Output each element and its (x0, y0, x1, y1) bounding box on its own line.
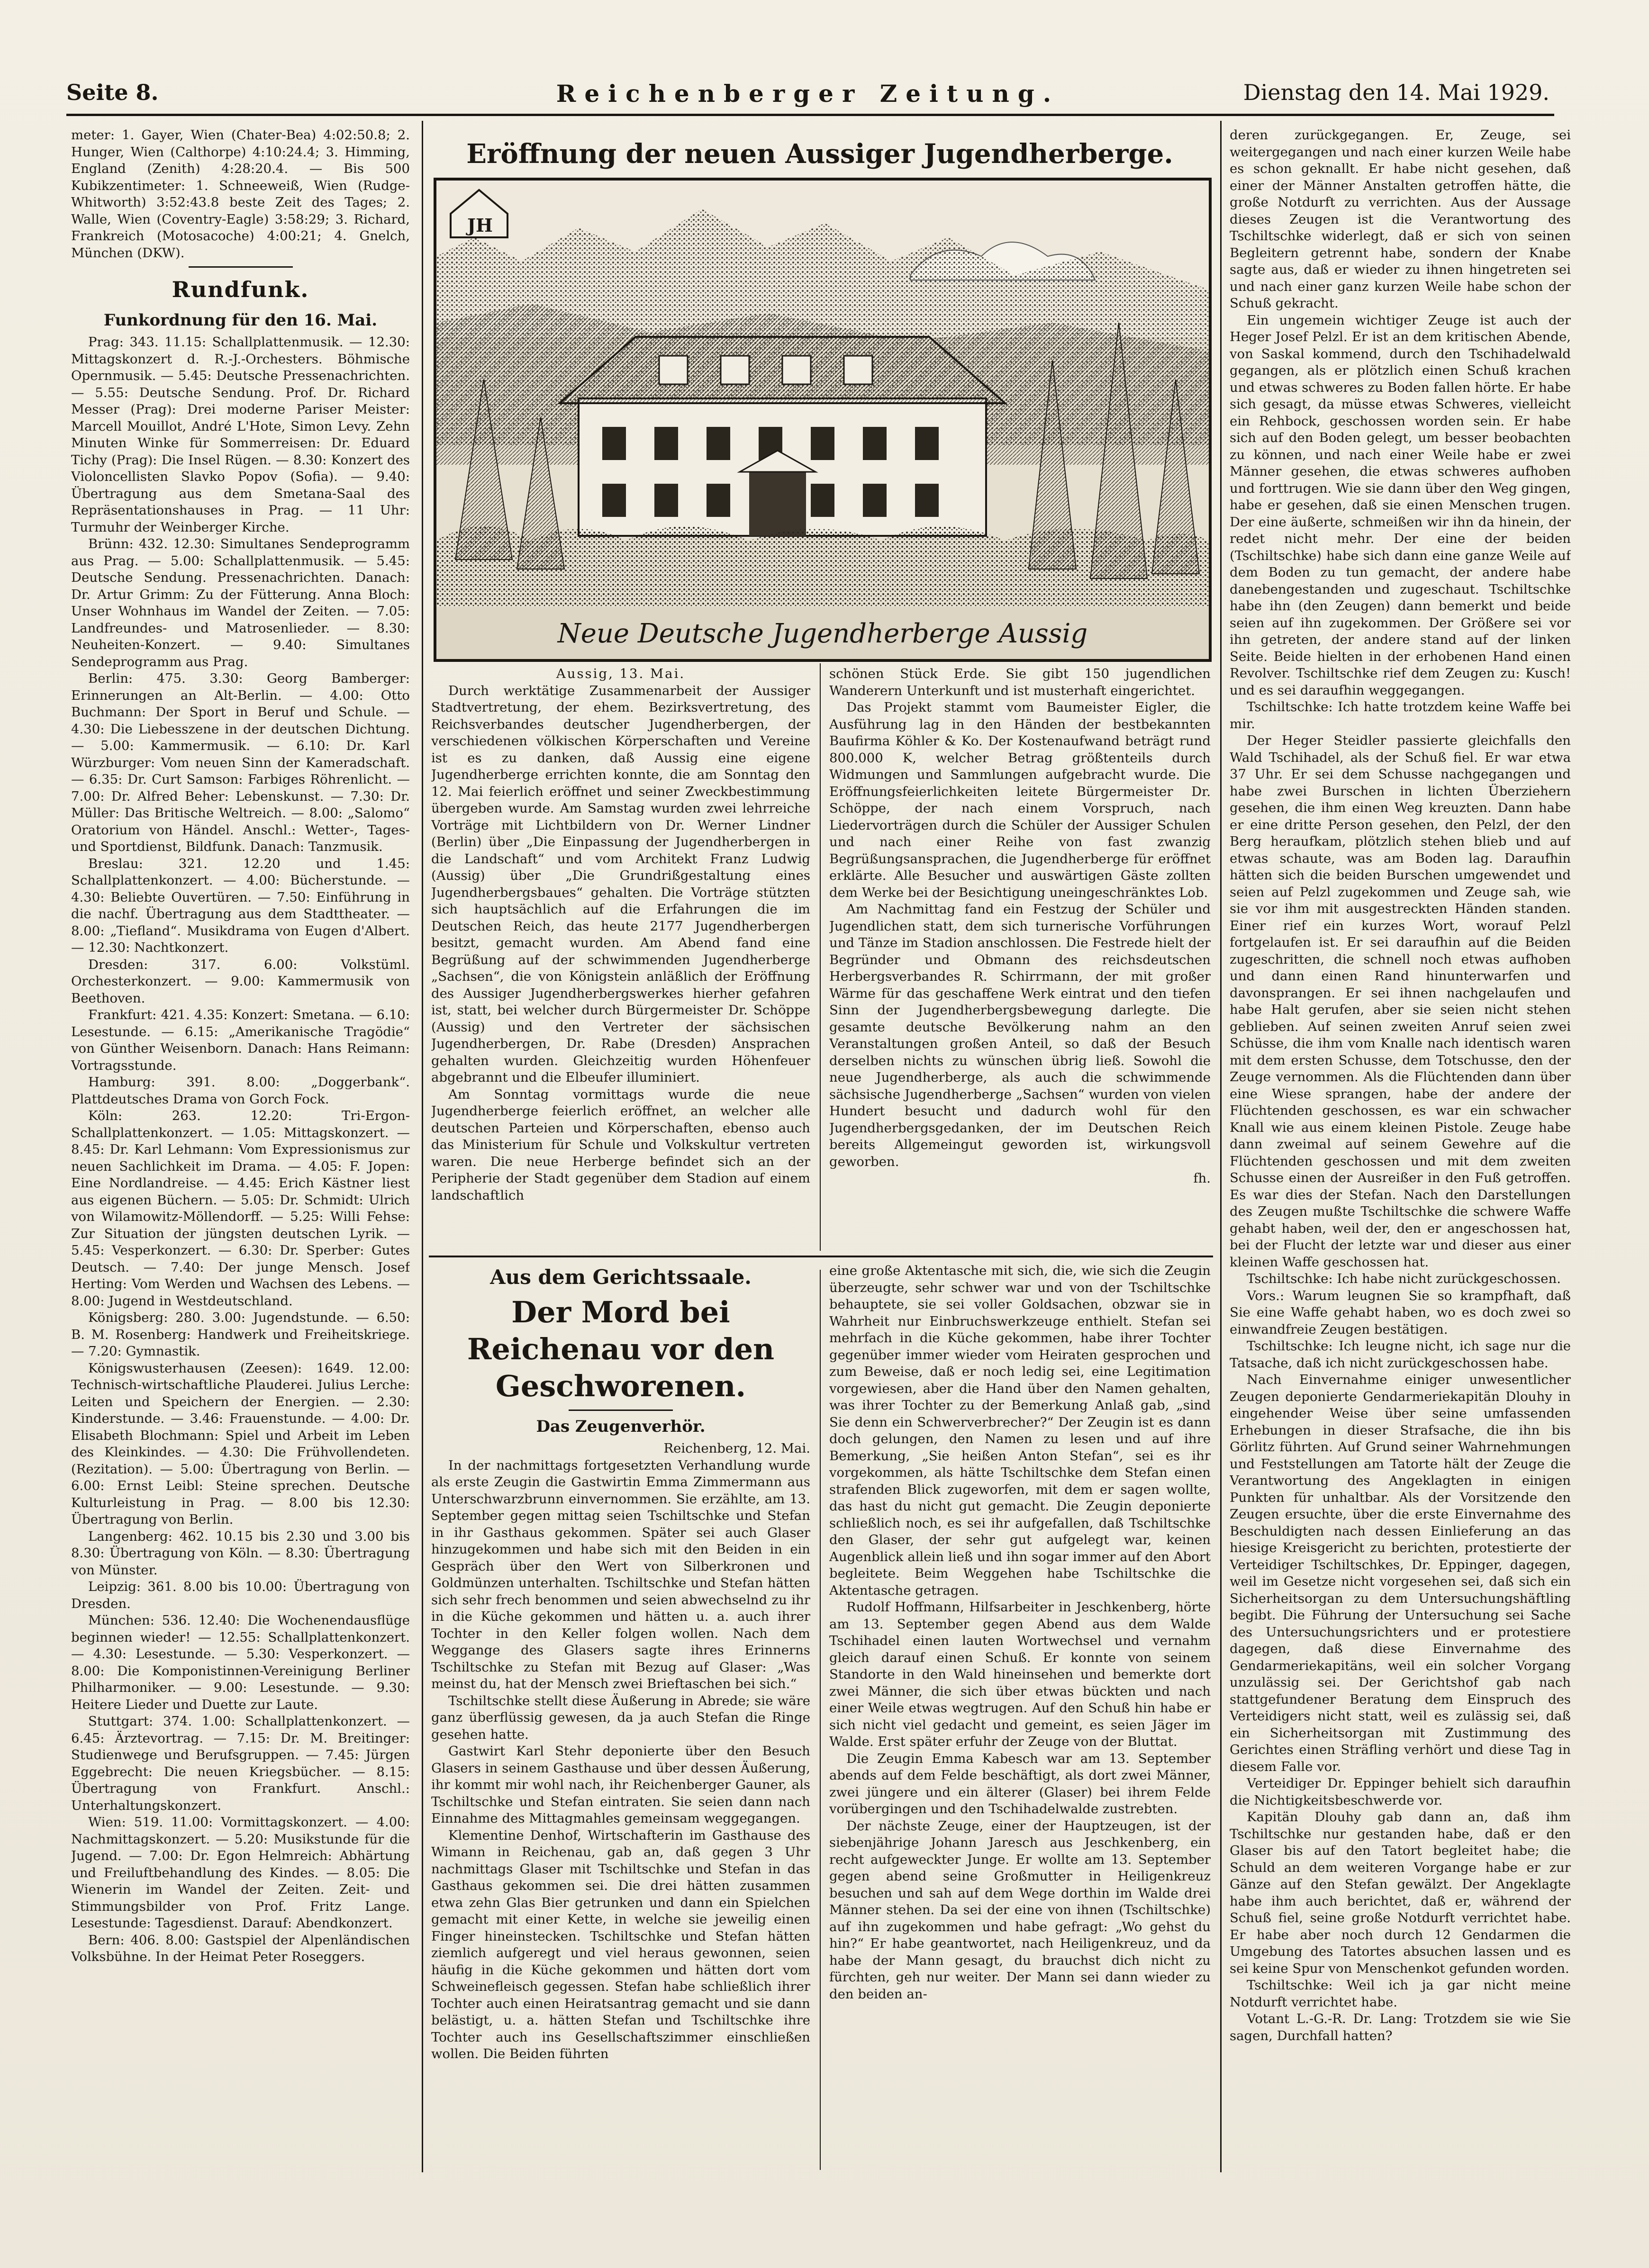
court-paragraph: Ein ungemein wichtiger Zeuge ist auch der Heger Josef Pelzl. Er ist an dem kritischen Abende, von Saskal kommend, durch den Tschihadelwald gegangen, als er plötzlich einen Schuß krachen und etwas schweres zu Boden fallen hörte. Er habe sich gesagt, da müsse etwas Schweres, vielleicht ein Rehbock, geschossen worden sein. Er habe sich auf den Boden gelegt, um besser beobachten zu können, und nach einer Weile habe er zwei Männer gesehen, die etwas schweres aufhoben und forttrugen. Wie sie dann über den Weg gingen, habe er gesehen, daß sie einen Menschen trugen. Der eine äußerte, schmeißen wir ihn da hinein, der redet nicht mehr. Der eine der beiden (Tschiltschke) habe sich dann eine ganze Weile auf dem Boden zu tun gemacht, der andere habe danebengestanden und zugeschaut. Tschiltschke habe ihn (den Zeugen) dann bemerkt und beide seien auf ihn zugekommen. Der Größere sei vor ihn getreten, der andere stand auf der linken Seite. Beide hielten in der erhobenen Hand einen Revolver. Tschiltschke rief dem Zeugen zu: Kusch! und es sei daraufhin weggegangen. (1230, 312, 1571, 698)
column-divider-4 (820, 1270, 821, 2170)
radio-entry: Bern: 406. 8.00: Gastspiel der Alpenländischen Volksbühne. In der Heimat Peter Roseggers. (71, 1932, 410, 1964)
court-subhead: Das Zeugenverhör. (536, 1417, 706, 1436)
court-paragraph: eine große Aktentasche mit sich, die, wie sich die Zeugin überzeugte, sehr schwer war und von der Tschiltschke behauptete, sie sei voller Goldsachen, obzwar sie in Wahrheit nur Einbruchswerkzeuge enthielt. Stefan sei mehrfach in die Küche gekommen, habe ihrer Tochter gegenüber immer wieder vom Heiraten gesprochen und zum Beweise, daß er noch ledig sei, eine Legitimation vorgewiesen, aber die Hand über den Namen gehalten, was ihrer Tochter zu der Bemerkung Anlaß gab, „sind Sie denn ein Schwerverbrecher?“ Der Zeugin ist es dann doch gelungen, den Namen zu lesen und auf ihre Bemerkung, „Sie heißen Anton Stefan“, sei es ihr vorgekommen, als hätte Tschiltschke dem Stefan einen strafenden Blick zugeworfen, mit dem er sagen wollte, das hast du nicht gut gemacht. Die Zeugin deponierte schließlich noch, es sei ihr aufgefallen, daß Tschiltschke den Glaser, der sehr gut aufgelegt war, keinen Augenblick allein ließ und ihn sogar immer auf den Abort begleitete. Beim Weggehen habe Tschiltschke die Aktentasche getragen. (829, 1263, 1211, 1598)
court-paragraph: Tschiltschke: Weil ich ja gar nicht meine Notdurft verrichtet habe. (1230, 1978, 1571, 2010)
hostel-dateline: Aussig, 13. Mai. (556, 666, 686, 681)
radio-entry: Hamburg: 391. 8.00: „Doggerbank“. Plattdeutsches Drama von Gorch Fock. (71, 1075, 410, 1107)
court-paragraph: Tschiltschke: Ich hatte trotzdem keine Waffe bei mir. (1230, 699, 1571, 732)
hostel-col-1 (431, 666, 810, 1248)
radio-entry: Berlin: 475. 3.30: Georg Bamberger: Erinnerungen an Alt-Berlin. — 4.00: Otto Buchmann: Der Sport in Beruf und Schule. — 4.30: Die Liebesszene in der deutschen Dichtung. — 5.00: Kammermusik. — 6.10: Dr. Karl Würzburger: Vom neuen Sinn der Kameradschaft. — 6.35: Dr. Curt Samson: Farbiges Röhrenlicht. — 7.00: Dr. Alfred Beher: Lebenskunst. — 7.30: Dr. Müller: Das Britische Weltreich. — 8.00: „Salomo“ Oratorium von Händel. Anschl.: Wetter-, Tages- und Sportdienst, Bildfunk. Danach: Tanzmusik. (71, 671, 410, 854)
divider (569, 1410, 673, 1411)
issue-date: Dienstag den 14. Mai 1929. (1243, 80, 1549, 105)
radio-entry: Stuttgart: 374. 1.00: Schallplattenkonzert. — 6.45: Ärztevortrag. — 7.15: Dr. M. Breitinger: Studienwege und Berufsgruppen. — 7.45: Jürgen Eggebrecht: Die neuen Kriegsbücher. — 8.15: Übertragung von Frankfurt. Anschl.: Unterhaltungskonzert. (71, 1714, 410, 1813)
section-rule (429, 1256, 1213, 1257)
radio-entry: Wien: 519. 11.00: Vormittagskonzert. — 4.00: Nachmittagskonzert. — 5.20: Musikstunde für die Jugend. — 7.00: Dr. Egon Helmreich: Abhärtung und Freiluftbehandlung des Kindes. — 8.05: Die Wienerin im Wandel der Zeiten. Zeit- und Stimmungsbilder von Prof. Fritz Lange. Lesestunde: Tagesdienst. Darauf: Abendkonzert. (71, 1815, 410, 1931)
sport-results: meter: 1. Gayer, Wien (Chater-Bea) 4:02:50.8; 2. Hunger, Wien (Calthorpe) 4:10:24.4; 3. Himming, England (Zenith) 4:28:20.4. — Bis 500 Kubikzentimeter: 1. Schneeweiß, Wien (Rudge-Whitworth) 3:52:43.8 beste Zeit des Tages; 2. Walle, Wien (Coventry-Eagle) 3:58:29; 3. Richard, Frankreich (Motosacoche) 4:00:21; 4. Gnelch, München (DKW). (71, 127, 410, 261)
hostel-paragraph: Das Projekt stammt vom Baumeister Eigler, die Ausführung lag in den Händen der bestbekannten Baufirma Köhler & Ko. Der Kostenaufwand beträgt rund 800.000 K, welcher Betrag größtenteils durch Widmungen und Sammlungen aufgebracht wurde. Die Eröffnungsfeierlichkeiten leitete Bürgermeister Dr. Schöppe, der nach einem Vorspruch, nach Liedervorträgen durch die Schüler der Aussiger Schulen und nach einer Reihe von fast zwanzig Begrüßungsansprachen, die Jugendherberge für eröffnet erklärte. Alle Besucher und auswärtigen Gäste zollten dem Werke bei der Besichtigung uneingeschränktes Lob. (829, 700, 1211, 900)
court-col-2 (829, 1263, 1211, 2172)
left-column (71, 127, 410, 2164)
court-paragraph: Gastwirt Karl Stehr deponierte über den Besuch Glasers in seinem Gasthause und über dessen Äußerung, ihr kommt mir wohl nach, ihr Reichenberger Gauner, als Tschiltschke und Stefan eintraten. Sie seien dann nach Einnahme des Mittagmahles gemeinsam weggegangen. (431, 1744, 810, 1826)
hostel-paragraph: Am Sonntag vormittags wurde die neue Jugendherberge feierlich eröffnet, an welcher alle deutschen Parteien und Körperschaften, ebenso auch das Ministerium für Schule und Volkskultur vertreten waren. Die neue Herberge befindet sich an der Peripherie der Stadt gegenüber dem Stadion auf einem landschaftlich (431, 1086, 810, 1203)
court-paragraph: Votant L.-G.-R. Dr. Lang: Trotzdem sie wie Sie sagen, Durchfall hatten? (1230, 2011, 1571, 2043)
logo-monogram: JH (467, 215, 493, 236)
radio-entry: Prag: 343. 11.15: Schallplattenmusik. — 12.30: Mittagskonzert d. R.-J.-Orchesters. Böhmische Opernmusik. — 5.45: Deutsche Pressenachrichten. — 5.55: Deutsche Sendung. Prof. Dr. Richard Messer (Prag): Drei moderne Pariser Meister: Marcell Mouillot, André L'Hote, Simon Levy. Zehn Minuten Winke für Sommerreisen: Dr. Eduard Tichy (Prag): Die Insel Rügen. — 8.30: Konzert des Violoncellisten Slavko Popov (Sofia). — 9.40: Übertragung aus dem Smetana-Saal des Repräsentationshauses in Prag. — 11 Uhr: Turmuhr der Weinberger Kirche. (71, 334, 410, 535)
radio-entry: München: 536. 12.40: Die Wochenendausflüge beginnen wieder! — 12.55: Schallplattenkonzert. — 4.30: Lesestunde. — 5.30: Vesperkonzert. — 8.00: Die Komponistinnen-Vereinigung Berliner Philharmoniker. — 9.00: Lesestunde. — 9.30: Heitere Lieder und Duette zur Laute. (71, 1613, 410, 1712)
radio-entry: Langenberg: 462. 10.15 bis 2.30 und 3.00 bis 8.30: Übertragung von Köln. — 8.30: Übertragung von Münster. (71, 1528, 410, 1578)
radio-subtitle: Funkordnung für den 16. Mai. (103, 311, 378, 330)
court-paragraph: Verteidiger Dr. Eppinger behielt sich daraufhin die Nichtigkeitsbeschwerde vor. (1230, 1776, 1571, 1808)
court-paragraph: Klementine Denhof, Wirtschafterin im Gasthause des Wimann in Reichenau, gab an, daß gegen 3 Uhr nachmittags Glaser mit Tschiltschke und Stefan in das Gasthaus gekommen sei. Die drei hätten zusammen etwa zehn Glas Bier getrunken und dann ein Spielchen gemacht mit einer Kette, in welche sie jeweilig einen Finger hineinstecken. Tschiltschke und Stefan hätten ziemlich aufgeregt und viel heraus gewonnen, seien häufig in die Küche gekommen und hätten dort vom Schweinefleisch gegessen. Stefan habe schließlich ihrer Tochter auch einen Heiratsantrag gemacht und sie dann belästigt, u. a. hätten Stefan und Tschiltschke ihre Tochter auch ins Gesellschaftszimmer einschließen wollen. Die Beiden führten (431, 1827, 810, 2061)
radio-entry: Breslau: 321. 12.20 und 1.45: Schallplattenkonzert. — 4.00: Bücherstunde. — 4.30: Beliebte Ouvertüren. — 7.50: Einführung in die nachf. Übertragung aus dem Stadttheater. — 8.00: „Tiefland“. Musikdrama von Eugen d'Albert. — 12.30: Nachtkonzert. (71, 856, 410, 955)
page-number: Seite 8. (66, 80, 159, 105)
court-paragraph: Nach Einvernahme einiger unwesentlicher Zeugen deponierte Gendarmeriekapitän Dlouhy in eingehender Weise über seine umfassenden Erhebungen in dieser Strafsache, die ihn bis Görlitz führten. Auf Grund seiner Wahrnehmungen und Feststellungen am Tatorte hält der Zeuge die Verantwortung des Angeklagten in einigen Punkten für unhaltbar. Als der Vorsitzende den Zeugen ersuchte, über die erste Einvernahme des Beschuldigten nach dessen Einlieferung an das hiesige Kreisgericht zu berichten, protestierte der Verteidiger Tschiltschkes, Dr. Eppinger, dagegen, weil im Gesetze nicht vorgesehen sei, daß sich ein Sicherheitsorgan zu dem Untersuchungshäftling begibt. Die Führung der Untersuchung sei Sache des Untersuchungsrichters und er protestiere dagegen, daß diese Einvernahme des Gendarmeriekapitäns, weil ein solcher Vorgang unzulässig sei. Der Gerichtshof gab nach stattgefundener Beratung dem Einspruch des Verteidigers nicht statt, weil es zulässig sei, daß ein Sicherheitsorgan mit Zustimmung des Gerichtes einen Sträfling verhört und diese Tag in diesem Falle vor. (1230, 1372, 1571, 1774)
court-paragraph: deren zurückgegangen. Er, Zeuge, sei weitergegangen und nach einer kurzen Weile habe es schon geknallt. Er habe nicht gesehen, daß einer der Männer Anstalten getroffen hätte, die große Notdurft zu verrichten. Aus der Aussage dieses Zeugen ist die Verantwortung des Tschiltschke widerlegt, daß er sich von seinen Begleitern getrennt habe, sondern der Knabe sagte aus, daß er wieder zu ihnen hingetreten sei und nach einer ganz kurzen Weile habe schon der Schuß gekracht. (1230, 127, 1571, 311)
court-paragraph: Rudolf Hoffmann, Hilfsarbeiter in Jeschkenberg, hörte am 13. September gegen Abend aus dem Walde Tschihadel einen lauten Wortwechsel und vernahm gleich darauf einen Schuß. Er konnte von seinem Standorte in den Wald hineinsehen und bemerkte dort zwei Männer, die sich über etwas bückten und nach einer Weile etwas wegtrugen. Auf den Schuß hin habe er sich nicht viel gedacht und gemeint, es seien Jäger im Walde. Erst später erfuhr der Zeuge von der Bluttat. (829, 1599, 1211, 1749)
court-paragraph: Tschiltschke: Ich leugne nicht, ich sage nur die Tatsache, daß ich nicht zurückgeschossen habe. (1230, 1338, 1571, 1371)
radio-entry: Königswusterhausen (Zeesen): 1649. 12.00: Technisch-wirtschaftliche Plauderei. Julius Lerche: Leiten und Speichern der Energien. — 2.30: Kinderstunde. — 3.46: Frauenstunde. — 4.00: Dr. Elisabeth Blochmann: Spiel und Arbeit im Leben des Kleinkindes. — 4.30: Die Frühvollendeten. (Rezitation). — 5.00: Übertragung von Berlin. — 6.00: Ernst Leibl: Steine sprechen. Deutsche Kulturleistung in Prag. — 8.00 bis 12.30: Übertragung von Berlin. (71, 1360, 410, 1527)
divider (189, 266, 293, 268)
radio-entry: Frankfurt: 421. 4.35: Konzert: Smetana. — 6.10: Lesestunde. — 6.15: „Amerikanische Tragödie“ von Günther Weisenborn. Danach: Hans Reimann: Vortragsstunde. (71, 1007, 410, 1073)
court-col-1 (431, 1263, 810, 2172)
column-divider-3 (820, 663, 821, 1251)
court-paragraph: Der nächste Zeuge, einer der Hauptzeugen, ist der siebenjährige Johann Jaresch aus Jeschkenberg, ein recht aufgeweckter Junge. Er wollte am 13. September gegen abend seine Großmutter in Heiligenkreuz besuchen und sah auf dem Wege dorthin im Walde drei Männer stehen. Da sei der eine von ihnen (Tschiltschke) auf ihn zugekommen und habe gefragt: „Wo gehst du hin?“ Er habe geantwortet, nach Heiligenkreuz, und da habe der Mann gesagt, du brauchst dich nicht zu fürchten, geh nur weiter. Der Mann sei dann wieder zu den beiden an- (829, 1818, 1211, 2002)
hostel-col-2 (829, 666, 1211, 1248)
column-divider-1 (422, 121, 423, 2172)
radio-entry: Königsberg: 280. 3.00: Jugendstunde. — 6.50: B. M. Rosenberg: Handwerk und Freiheitskriege. — 7.20: Gymnastik. (71, 1310, 410, 1359)
newspaper-title: Reichenberger Zeitung. (556, 80, 1060, 108)
court-paragraph: Der Heger Steidler passierte gleichfalls den Wald Tschihadel, als der Schuß fiel. Er war etwa 37 Uhr. Er sei dem Schusse nachgegangen und habe zwei Burschen in lichten Überziehern gesehen, die ihm einen Weg kreuzten. Dann habe er eine dritte Person gesehen, den Pelzl, der den Berg heraufkam, plötzlich stehen blieb und auf etwas schaute, was am Boden lag. Daraufhin hätten sich die beiden Burschen umgewendet und seien auf Pelzl zugekommen und Zeuge sah, wie sie vor ihm mit ausgestreckten Händen standen. Einer rief ein kurzes Wort, worauf Pelzl fortgelaufen ist. Er sei daraufhin auf die Beiden zugeschritten, die schnell noch etwas aufhoben und dann einen Rand hinunterwarfen und davonsprangen. Er sei ihnen nachgelaufen und habe Halt gerufen, aber sie seien nicht stehen geblieben. Auf seinen zweiten Anruf seien zwei Schüsse, die ihm vom Knalle nach identisch waren mit dem ersten Schusse, dem Totschusse, den der Zeuge vernommen. Als die Flüchtenden dann über eine Wiese sprangen, habe der andere der Flüchtenden geschossen, es war ein schwacher Knall wie aus einem kleinen Pistole. Zeuge habe dann zweimal auf seinem Gewehre auf die Flüchtenden geschossen und mit dem zweiten Schusse einen der Ausreißer in den Fuß getroffen. Es war dies der Stefan. Nach den Darstellungen des Zeugen mußte Tschiltschke die schwere Waffe gehabt haben, weil der, den er angeschossen hat, bei der Flucht der letzte war und dieser aus einer kleinen Waffe geschossen hat. (1230, 733, 1571, 1270)
radio-entry: Leipzig: 361. 8.00 bis 10.00: Übertragung von Dresden. (71, 1579, 410, 1611)
illustration-caption: Neue Deutsche Jugendherberge Aussig (557, 618, 1088, 649)
court-paragraph: Die Zeugin Emma Kabesch war am 13. September abends auf dem Felde beschäftigt, als dort zwei Männer, zwei jüngere und ein älterer (Glaser) bei ihrem Felde vorübergingen und den Tschihadelwalde zustrebten. (829, 1751, 1211, 1816)
radio-entry: Dresden: 317. 6.00: Volkstüml. Orchesterkonzert. — 9.00: Kammermusik von Beethoven. (71, 957, 410, 1006)
hostel-paragraph: schönen Stück Erde. Sie gibt 150 jugendlichen Wanderern Unterkunft und ist musterhaft eingerichtet. (829, 666, 1211, 698)
hostel-illustration (434, 178, 1212, 662)
radio-entry: Brünn: 432. 12.30: Simultanes Sendeprogramm aus Prag. — 5.00: Schallplattenmusik. — 5.45: Deutsche Sendung. Pressenachrichten. Danach: Dr. Artur Grimm: Zu der Fütterung. Anna Bloch: Unser Wohnhaus im Wandel der Zeiten. — 7.05: Landfreundes- und Matrosenlieder. — 8.30: Neuheiten-Konzert. — 9.40: Simultanes Sendeprogramm aus Prag. (71, 536, 410, 669)
court-paragraph: In der nachmittags fortgesetzten Verhandlung wurde als erste Zeugin die Gastwirtin Emma Zimmermann aus Unterschwarzbrunn einvernommen. Sie erzählte, am 13. September gegen mittag seien Tschiltschke und Stefan in ihr Gasthaus gekommen. Später sei auch Glaser hinzugekommen und habe sich mit den Beiden in ein Gespräch über den Wert von Silberkronen und Goldmünzen unterhalten. Tschiltschke und Stefan hätten sich sehr frech benommen und seien abwechselnd zu ihr in die Küche gekommen und hätten u. a. auch ihrer Tochter in den Keller folgen wollen. Nach dem Weggange des Glasers sagte ihres Erinnerns Tschiltschke zu Stefan mit Bezug auf Glaser: „Was meinst du, hat der Mensch zwei Brieftaschen bei sich.“ (431, 1457, 810, 1691)
radio-entry: Köln: 263. 12.20: Tri-Ergon-Schallplattenkonzert. — 1.05: Mittagskonzert. — 8.45: Dr. Karl Lehmann: Vom Expressionismus zur neuen Sachlichkeit im Drama. — 4.05: F. Jopen: Eine Nordlandreise. — 4.45: Erich Kästner liest aus eigenen Büchern. — 5.05: Dr. Schmidt: Ulrich von Wilamowitz-Möllendorff. — 5.25: Willi Fehse: Zur Situation der jüngsten deutschen Lyrik. — 5.45: Vesperkonzert. — 6.30: Dr. Sperber: Gutes Deutsch. — 7.40: Der junge Mensch. Josef Herting: Vom Werden und Wachsen des Lebens. — 8.00: Jugend in Westdeutschland. (71, 1108, 410, 1309)
hostel-paragraph: Am Nachmittag fand ein Festzug der Schüler und Jugendlichen statt, dem sich turnerische Vorführungen und Tänze im Stadion anschlossen. Die Festrede hielt der Begründer und Obmann des reichsdeutschen Herbergsverbandes R. Schirrmann, der mit großer Wärme für das geschaffene Werk eintrat und den tiefen Sinn der Jugendherbergsbewegung darlegte. Die gesamte deutsche Bevölkerung nahm an den Veranstaltungen großen Anteil, so daß der Besuch derselben nichts zu wünschen übrig ließ. Sowohl die neue Jugendherberge, als auch die schwimmende sächsische Jugendherberge „Sachsen“ wurden von vielen Hundert besucht und dadurch wohl für den Jugendherbergsgedanken, der im Deutschen Reich bereits Allgemeingut geworden ist, wirkungsvoll geworben. (829, 902, 1211, 1169)
hostel-headline: Eröffnung der neuen Aussiger Jugendherberge. (466, 138, 1173, 170)
court-paragraph: Tschiltschke stellt diese Äußerung in Abrede; sie wäre ganz überflüssig gewesen, da ja auch Stefan die Ringe gesehen hatte. (431, 1693, 810, 1742)
hostel-paragraph: Durch werktätige Zusammenarbeit der Aussiger Stadtvertretung, der ehem. Bezirksvertretung, des Reichsverbandes deutscher Jugendherbergen, der verschiedenen völkischen Körperschaften und Vereine ist es zu danken, daß Aussig eine eigene Jugendherberge errichten konnte, die am Sonntag den 12. Mai feierlich eröffnet und seiner Zweckbestimmung übergeben wurde. Am Samstag wurden zwei lehrreiche Vorträge mit Lichtbildern von Dr. Werner Lindner (Berlin) über „Die Einpassung der Jugendherbergen in die Landschaft“ und vom Architekt Franz Ludwig (Aussig) über „Die Grundrißgestaltung eines Jugendherbergsbaues“ gehalten. Die Vorträge stützten sich hauptsächlich auf die Erfahrungen die im Deutschen Reich, das heute 2177 Jugendherbergen besitzt, gemacht wurden. Am Abend fand eine Begrüßung auf der schwimmenden Jugendherberge „Sachsen“, die von Königstein anläßlich der Eröffnung des Aussiger Jugendherbergswerkes hierher gefahren ist, statt, bei welcher durch Bürgermeister Dr. Schöppe (Aussig) und den Vertreter der sächsischen Jugendherbergen, Dr. Rabe (Dresden) Ansprachen gehalten wurden. Gleichzeitig wurden Höhenfeuer abgebrannt und die Elbeufer illuminiert. (431, 683, 810, 1085)
court-paragraph: Vors.: Warum leugnen Sie so krampfhaft, daß Sie eine Waffe gehabt haben, wo es doch zwei so einwandfreie Zeugen bestätigen. (1230, 1288, 1571, 1337)
court-headline: Der Mord bei Reichenau vor den Geschworenen. (467, 1295, 775, 1403)
court-dateline: Reichenberg, 12. Mai. (663, 1441, 810, 1456)
masthead (66, 71, 1549, 114)
court-paragraph: Kapitän Dlouhy gab dann an, daß ihm Tschiltschke nur gestanden habe, daß er den Glaser bis auf den Tatort begleitet habe; die Schuld an dem weiteren Vorgange habe er zur Gänze auf den Stefan gewälzt. Der Angeklagte habe ihm auch berichtet, daß er, während der Schuß fiel, seine große Notdurft verrichtet habe. Er habe aber noch durch 12 Gendarmen die Umgebung des Tatortes absuchen lassen und es sei keine Spur von Menschenkot gefunden worden. (1230, 1809, 1571, 1976)
court-section-title: Aus dem Gerichtssaale. (490, 1265, 752, 1289)
masthead-rule (66, 114, 1554, 116)
court-paragraph: Tschiltschke: Ich habe nicht zurückgeschossen. (1247, 1271, 1561, 1286)
hostel-signature: fh. (1193, 1171, 1211, 1186)
column-divider-2 (1220, 121, 1222, 2172)
radio-title: Rundfunk. (172, 277, 309, 302)
hostel-drawing (436, 181, 1209, 659)
right-column (1230, 127, 1571, 2169)
